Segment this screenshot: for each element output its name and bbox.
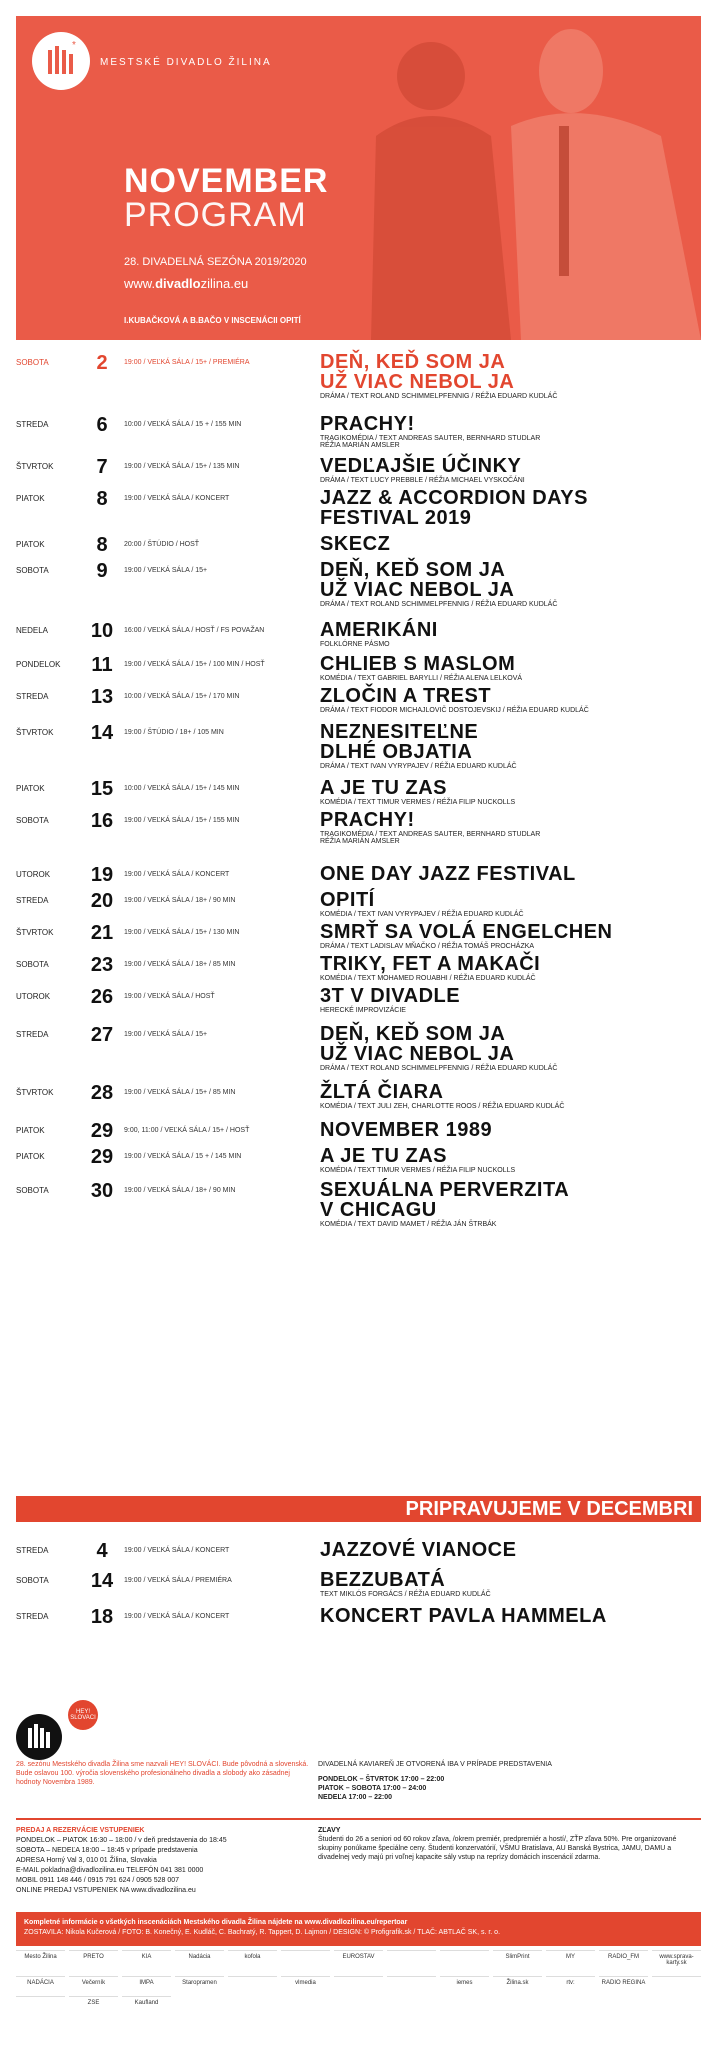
event-day: PIATOK <box>16 1126 45 1135</box>
event-info: 19:00 / VEĽKÁ SÁLA / 18+ / 90 MIN <box>124 897 236 904</box>
event-credit: TRAGIKOMÉDIA / TEXT ANDREAS SAUTER, BERNHARD STUDLAR RÉŽIA MARIÁN AMSLER <box>320 435 541 449</box>
event-info: 19:00 / VEĽKÁ SÁLA / 18+ / 85 MIN <box>124 961 236 968</box>
discount-details: Študenti do 26 a seniori od 60 rokov zľava, /okrem premiér, predpremiér a hostí/, ZŤP zľava 50%. Pre organizované skupiny ponúkame špeciálne ceny. Študenti konzervatórií, VŠMU Bratislava, AU Banská Bystrica, JAMU, DAMU a divadelnej vedy majú pri voľnej kapacite sály vstup na reprízy domácich inscenácií zdarma. <box>318 1836 677 1861</box>
sponsor-logo <box>334 1976 383 1986</box>
theatre-logo[interactable] <box>32 32 90 90</box>
event-date: 18 <box>90 1606 114 1628</box>
sponsor-logo: Večerník <box>69 1976 118 1986</box>
event-day: ŠTVRTOK <box>16 928 54 937</box>
event-info: 19:00 / VEĽKÁ SÁLA / 15+ <box>124 1031 208 1038</box>
event-info: 19:00 / VEĽKÁ SÁLA / 15+ / PREMIÉRA <box>124 359 250 366</box>
event-date: 9 <box>96 560 108 582</box>
cafe-hours: PONDELOK – ŠTVRTOK 17:00 – 22:00 PIATOK – SOBOTA 17:00 – 24:00 NEDEĽA 17:00 – 22:00 <box>318 1776 445 1801</box>
event-title: DEŇ, KEĎ SOM JA UŽ VIAC NEBOL JA <box>320 1023 515 1065</box>
event-credit: KOMÉDIA / TEXT DAVID MAMET / RÉŽIA JÁN ŠTRBÁK <box>320 1221 497 1228</box>
event-day: NEDELA <box>16 626 49 635</box>
svg-text:*: * <box>72 40 76 51</box>
sponsor-logo <box>652 1976 701 1986</box>
event-day: SOBOTA <box>16 1186 49 1195</box>
event-info: 19:00 / VEĽKÁ SÁLA / 15 + / 145 MIN <box>124 1153 242 1160</box>
event-credit: DRÁMA / TEXT LADISLAV MŇAČKO / RÉŽIA TOMÁŠ PROCHÁZKA <box>320 943 535 950</box>
event-title: DEŇ, KEĎ SOM JA UŽ VIAC NEBOL JA <box>320 559 515 601</box>
sponsor-logo: NADÁCIA <box>16 1976 65 1986</box>
event-title: ŽLTÁ ČIARA <box>320 1081 444 1103</box>
event-date: 7 <box>96 456 108 478</box>
event-title: ONE DAY JAZZ FESTIVAL <box>320 863 576 885</box>
event-credit: HERECKÉ IMPROVIZÁCIE <box>320 1007 406 1014</box>
event-day: SOBOTA <box>16 358 49 367</box>
photo-caption: I.KUBAČKOVÁ A B.BAČO V INSCENÁCII OPITÍ <box>124 316 301 325</box>
discount-heading: ZĽAVY <box>318 1827 341 1834</box>
event-date: 19 <box>90 864 114 886</box>
logo-text: MESTSKÉ DIVADLO ŽILINA <box>100 57 272 68</box>
sponsor-logo: IMPA <box>122 1976 171 1986</box>
event-credit: DRÁMA / TEXT ROLAND SCHIMMELPFENNIG / RÉŽIA EDUARD KUDLÁČ <box>320 1065 558 1072</box>
sponsor-logo <box>228 1976 277 1986</box>
event-day: UTOROK <box>16 870 51 879</box>
december-banner <box>16 1496 701 1522</box>
actors-photo <box>281 16 701 340</box>
event-day: STREDA <box>16 1612 49 1621</box>
event-credit: FOLKLÓRNE PÁSMO <box>320 641 390 648</box>
event-day: PIATOK <box>16 494 45 503</box>
event-info: 10:00 / VEĽKÁ SÁLA / 15+ / 145 MIN <box>124 785 240 792</box>
hero-subtitle: PROGRAM <box>124 196 307 234</box>
sponsor-logo <box>281 1950 330 1966</box>
hero-banner <box>16 16 701 340</box>
event-title: VEDĽAJŠIE ÚČINKY <box>320 455 522 477</box>
season-statement: 28. sezónu Mestského divadla Žilina sme nazvali HEY! SLOVÁCI. Bude pôvodná a slovenská. Bude oslavou 100. výročia slovenského profesionálneho divadla a slobody ako zásadnej hodnoty Novembra 1989. <box>16 1761 309 1786</box>
sponsor-logo <box>387 1976 436 1986</box>
event-credit: KOMÉDIA / TEXT IVAN VYRYPAJEV / RÉŽIA EDUARD KUDLÁČ <box>320 911 524 918</box>
event-title: A JE TU ZAS <box>320 777 447 799</box>
event-title: PRACHY! <box>320 413 415 435</box>
event-info: 19:00 / VEĽKÁ SÁLA / 15+ / 100 MIN / HOSŤ <box>124 661 265 668</box>
event-info: 19:00 / VEĽKÁ SÁLA / 15+ / 155 MIN <box>124 817 240 824</box>
event-info: 19:00 / VEĽKÁ SÁLA / KONCERT <box>124 1613 230 1620</box>
tickets-details: PONDELOK – PIATOK 16:30 – 18:00 / v deň predstavenia do 18:45 SOBOTA – NEDEĽA 18:00 – 18:45 v prípade predstavenia ADRESA Horný Val 3, 010 01 Žilina, Slovakia E-MAIL pokladna@divadlozilina.eu TELEFÓN 041 381 0000 MOBIL 0911 148 446 / 0915 791 624 / 0905 528 007 ONLINE PREDAJ VSTUPENIEK NA www.divadlozilina.eu <box>16 1837 227 1894</box>
event-title: AMERIKÁNI <box>320 619 438 641</box>
sponsor-logo: vlmedia <box>281 1976 330 1986</box>
sponsor-logo <box>440 1950 489 1966</box>
event-info: 19:00 / ŠTÚDIO / 18+ / 105 MIN <box>124 729 224 736</box>
event-info: 10:00 / VEĽKÁ SÁLA / 15+ / 170 MIN <box>124 693 240 700</box>
footer-band <box>16 1912 701 1946</box>
event-title: CHLIEB S MASLOM <box>320 653 516 675</box>
event-info: 19:00 / VEĽKÁ SÁLA / 15+ / 135 MIN <box>124 463 240 470</box>
event-date: 30 <box>90 1180 114 1202</box>
event-day: SOBOTA <box>16 1576 49 1585</box>
sponsor-logo: RADIO_FM <box>599 1950 648 1966</box>
event-title: BEZZUBATÁ <box>320 1569 446 1591</box>
event-date: 14 <box>90 1570 114 1592</box>
event-info: 19:00 / VEĽKÁ SÁLA / KONCERT <box>124 495 230 502</box>
event-title: PRACHY! <box>320 809 415 831</box>
event-credit: KOMÉDIA / TEXT GABRIEL BARYLLI / RÉŽIA ALENA LELKOVÁ <box>320 675 523 682</box>
event-day: PIATOK <box>16 1152 45 1161</box>
hey-slovaci-badge: HEY! SLOVACI <box>68 1700 98 1730</box>
event-date: 16 <box>90 810 114 832</box>
event-date: 29 <box>90 1146 114 1168</box>
credits-note: ZOSTAVILA: Nikola Kučerová / FOTO: B. Konečný, E. Kudláč, C. Bachratý, R. Tappert, D. Lajmon / DESIGN: © Profigrafik.sk / TLAČ: ABTLAČ SK, s. r. o. <box>24 1929 501 1936</box>
event-date: 28 <box>90 1082 114 1104</box>
event-date: 13 <box>90 686 114 708</box>
event-info: 16:00 / VEĽKÁ SÁLA / HOSŤ / FS POVAŽAN <box>124 627 265 634</box>
footer-divider <box>16 1818 701 1820</box>
event-info: 20:00 / ŠTÚDIO / HOSŤ <box>124 541 200 548</box>
sponsor-logo: RADIO REGINA <box>599 1976 648 1986</box>
sponsor-logo: PRETO <box>69 1950 118 1966</box>
event-credit: DRÁMA / TEXT ROLAND SCHIMMELPFENNIG / RÉŽIA EDUARD KUDLÁČ <box>320 601 558 608</box>
event-info: 19:00 / VEĽKÁ SÁLA / HOSŤ <box>124 993 215 1000</box>
event-date: 27 <box>90 1024 114 1046</box>
event-info: 19:00 / VEĽKÁ SÁLA / PREMIÉRA <box>124 1577 232 1584</box>
footer-logo <box>16 1714 62 1760</box>
sponsor-logo: Kaufland <box>122 1996 171 2006</box>
event-date: 14 <box>90 722 114 744</box>
event-day: SOBOTA <box>16 960 49 969</box>
event-title: A JE TU ZAS <box>320 1145 447 1167</box>
sponsor-logo: www.sprava-karty.sk <box>652 1950 701 1966</box>
event-title: NEZNESITEĽNE DLHÉ OBJATIA <box>320 721 479 763</box>
event-credit: KOMÉDIA / TEXT TIMUR VERMES / RÉŽIA FILIP NUCKOLLS <box>320 799 516 806</box>
sponsor-logo: KIA <box>122 1950 171 1966</box>
event-day: ŠTVRTOK <box>16 1088 54 1097</box>
event-title: SEXUÁLNA PERVERZITA V CHICAGU <box>320 1179 570 1221</box>
event-date: 6 <box>96 414 108 436</box>
event-date: 10 <box>90 620 114 642</box>
season-label: 28. DIVADELNÁ SEZÓNA 2019/2020 <box>124 256 307 268</box>
event-title: ZLOČIN A TREST <box>320 685 492 707</box>
hero-title: NOVEMBER <box>124 162 329 200</box>
event-title: JAZZOVÉ VIANOCE <box>320 1539 517 1561</box>
sponsor-logo: ZSE <box>69 1996 118 2006</box>
event-credit: TEXT MIKLÓS FORGÁCS / RÉŽIA EDUARD KUDLÁČ <box>320 1591 491 1598</box>
event-day: SOBOTA <box>16 566 49 575</box>
sponsor-logo: rtv: <box>546 1976 595 1986</box>
event-day: SOBOTA <box>16 816 49 825</box>
event-date: 23 <box>90 954 114 976</box>
event-title: 3T V DIVADLE <box>320 985 461 1007</box>
event-info: 19:00 / VEĽKÁ SÁLA / 15+ / 130 MIN <box>124 929 240 936</box>
cafe-info <box>318 1760 688 1802</box>
event-title: SKECZ <box>320 533 391 555</box>
tickets-heading: PREDAJ A REZERVÁCIE VSTUPENIEK <box>16 1827 145 1834</box>
sponsor-logo: SlimPrint <box>493 1950 542 1966</box>
event-date: 8 <box>96 534 108 556</box>
december-heading: PRIPRAVUJEME V DECEMBRI <box>405 1498 693 1520</box>
event-info: 10:00 / VEĽKÁ SÁLA / 15 + / 155 MIN <box>124 421 242 428</box>
event-date: 11 <box>91 654 113 676</box>
event-date: 2 <box>96 352 108 374</box>
website-link[interactable]: www.divadlozilina.eu <box>124 276 249 291</box>
event-date: 8 <box>96 488 108 510</box>
event-info: 19:00 / VEĽKÁ SÁLA / 15+ / 85 MIN <box>124 1089 236 1096</box>
sponsor-logo: Žilina.sk <box>493 1976 542 1986</box>
event-date: 15 <box>90 778 114 800</box>
discount-info <box>318 1826 688 1862</box>
event-day: PONDELOK <box>16 660 61 669</box>
sponsor-logo: Staropramen <box>175 1976 224 1986</box>
event-info: 19:00 / VEĽKÁ SÁLA / KONCERT <box>124 871 230 878</box>
sponsor-logo: MY <box>546 1950 595 1966</box>
event-day: STREDA <box>16 692 49 701</box>
event-info: 19:00 / VEĽKÁ SÁLA / KONCERT <box>124 1547 230 1554</box>
event-info: 19:00 / VEĽKÁ SÁLA / 15+ <box>124 567 208 574</box>
event-day: PIATOK <box>16 540 45 549</box>
event-title: NOVEMBER 1989 <box>320 1119 493 1141</box>
event-credit: DRÁMA / TEXT FIODOR MICHAJLOVIČ DOSTOJEVSKIJ / RÉŽIA EDUARD KUDLÁČ <box>320 707 589 714</box>
event-day: STREDA <box>16 896 49 905</box>
event-day: STREDA <box>16 1546 49 1555</box>
event-info: 9:00, 11:00 / VEĽKÁ SÁLA / 15+ / HOSŤ <box>124 1127 250 1134</box>
event-day: STREDA <box>16 420 49 429</box>
event-day: PIATOK <box>16 784 45 793</box>
event-day: UTOROK <box>16 992 51 1001</box>
event-credit: TRAGIKOMÉDIA / TEXT ANDREAS SAUTER, BERNHARD STUDLAR RÉŽIA MARIÁN AMSLER <box>320 831 541 845</box>
event-title: DEŇ, KEĎ SOM JA UŽ VIAC NEBOL JA <box>320 351 515 393</box>
event-title: TRIKY, FET A MAKAČI <box>320 953 541 975</box>
event-day: ŠTVRTOK <box>16 462 54 471</box>
event-credit: KOMÉDIA / TEXT MOHAMED ROUABHI / RÉŽIA EDUARD KUDLÁČ <box>320 975 536 982</box>
event-credit: DRÁMA / TEXT LUCY PREBBLE / RÉŽIA MICHAEL VYSKOČÁNI <box>320 477 525 484</box>
repertoire-note[interactable]: Kompletné informácie o všetkých inscenáciách Mestského divadla Žilina nájdete na www.divadlozilina.eu/repertoar <box>24 1919 408 1926</box>
sponsor-logo <box>16 1996 65 2006</box>
sponsor-logo: Nadácia <box>175 1950 224 1966</box>
event-credit: DRÁMA / TEXT IVAN VYRYPAJEV / RÉŽIA EDUARD KUDLÁČ <box>320 763 517 770</box>
event-date: 4 <box>96 1540 108 1562</box>
event-info: 19:00 / VEĽKÁ SÁLA / 18+ / 90 MIN <box>124 1187 236 1194</box>
cafe-heading: DIVADELNÁ KAVIAREŇ JE OTVORENÁ IBA V PRÍPADE PREDSTAVENIA <box>318 1761 552 1768</box>
event-date: 20 <box>90 890 114 912</box>
event-title: SMRŤ SA VOLÁ ENGELCHEN <box>320 921 613 943</box>
sponsor-logos <box>16 1950 701 2006</box>
event-title: KONCERT PAVLA HAMMELA <box>320 1605 607 1627</box>
sponsor-logo: iemes <box>440 1976 489 1986</box>
sponsor-logo: kofola <box>228 1950 277 1966</box>
event-date: 26 <box>90 986 114 1008</box>
event-day: ŠTVRTOK <box>16 728 54 737</box>
event-date: 21 <box>90 922 114 944</box>
event-date: 29 <box>90 1120 114 1142</box>
event-credit: KOMÉDIA / TEXT TIMUR VERMES / RÉŽIA FILIP NUCKOLLS <box>320 1167 516 1174</box>
event-title: JAZZ & ACCORDION DAYS FESTIVAL 2019 <box>320 487 588 529</box>
sponsor-logo: EUROSTAV <box>334 1950 383 1966</box>
event-credit: DRÁMA / TEXT ROLAND SCHIMMELPFENNIG / RÉŽIA EDUARD KUDLÁČ <box>320 393 558 400</box>
tickets-info <box>16 1826 316 1896</box>
event-credit: KOMÉDIA / TEXT JULI ZEH, CHARLOTTE ROOS / RÉŽIA EDUARD KUDLÁČ <box>320 1103 565 1110</box>
event-title: OPITÍ <box>320 889 375 911</box>
sponsor-logo <box>387 1950 436 1966</box>
event-day: STREDA <box>16 1030 49 1039</box>
sponsor-logo: Mesto Žilina <box>16 1950 65 1966</box>
